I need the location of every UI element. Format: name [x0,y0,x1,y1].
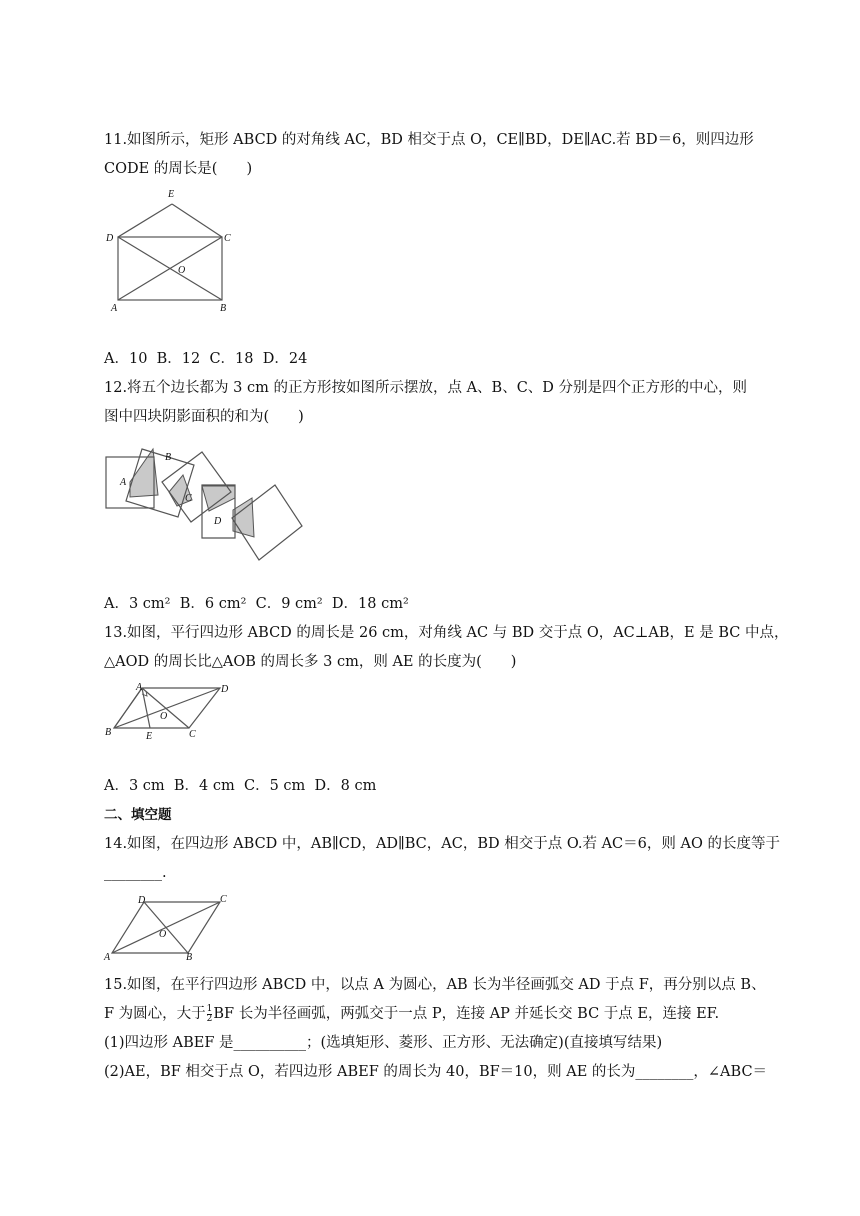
q11-label-b: B [220,303,227,314]
q14-stem-line1: 14.如图，在四边形 ABCD 中，AB∥CD，AD∥BC，AC，BD 相交于点 O.若 AC＝6，则 AO 的长度等于 [104,836,780,852]
q14-label-d: D [138,895,146,906]
q15-part2: (2)AE，BF 相交于点 O，若四边形 ABEF 的周长为 40，BF＝10，则 AE 的长为________，∠ABC＝ [104,1064,768,1080]
q13-options: A．3 cm B．4 cm C．5 cm D．8 cm [104,778,377,794]
q14-label-o: O [159,929,167,940]
q15-fraction-denominator: 2 [206,1013,213,1024]
q12-label-b: B [165,452,172,463]
q13-label-d: D [221,684,229,695]
q11-label-c: C [224,233,231,244]
q13-label-a: A [136,682,143,693]
q12-label-c: C [185,493,192,504]
q12-label-d: D [214,516,222,527]
q14-label-a: A [104,952,111,962]
q15-stem-line1: 15.如图，在平行四边形 ABCD 中，以点 A 为圆心，AB 长为半径画弧交 AD 于点 F，再分别以点 B、 [104,977,766,993]
q11-label-d: D [106,233,114,244]
q11-stem-line2: CODE 的周长是( ) [104,161,253,177]
q12-stem-line1: 12.将五个边长都为 3 cm 的正方形按如图所示摆放，点 A、B、C、D 分别是四个正方形的中心，则 [104,380,748,396]
q14-label-c: C [220,894,227,905]
q14-label-b: B [186,952,193,962]
q15-fraction-numerator: 1 [206,1003,213,1014]
q12-options: A．3 cm² B．6 cm² C．9 cm² D．18 cm² [104,596,409,612]
q12-label-a: A [120,477,127,488]
q15-part1: (1)四边形 ABEF 是__________；(选填矩形、菱形、正方形、无法确定)(直接填写结果) [104,1035,663,1051]
q15-stem-line2 [104,1003,764,1025]
q15-stem-line2-end: BF 长为半径画弧，两弧交于一点 P，连接 AP 并延长交 BC 于点 E，连接 EF. [213,1006,720,1022]
q13-label-e: E [146,731,153,742]
q12-squares-figure [102,440,304,564]
q13-stem-line2: △AOD 的周长比△AOB 的周长多 3 cm，则 AE 的长度为( ) [104,654,517,670]
q11-label-o: O [178,265,186,276]
q15-fraction [207,1005,213,1024]
q11-stem-line1: 11.如图所示，矩形 ABCD 的对角线 AC，BD 相交于点 O，CE∥BD，DE∥AC.若 BD＝6，则四边形 [104,132,754,148]
q12-stem-line2: 图中四块阴影面积的和为( ) [104,409,304,425]
q13-label-c: C [189,729,196,740]
q15-stem-line2-start: F 为圆心，大于 [104,1006,206,1022]
q11-options: A．10 B．12 C．18 D．24 [104,351,308,367]
q13-label-b: B [105,727,112,738]
section-fill-in-title: 二、填空题 [104,807,172,823]
q11-label-e: E [168,189,175,200]
q14-parallelogram-figure [102,890,238,962]
q13-parallelogram-figure [102,678,238,742]
q11-label-a: A [111,303,118,314]
q14-stem-line2: ________. [104,865,167,881]
q13-label-o: O [160,711,168,722]
q11-rectangle-figure [104,186,244,316]
q13-stem-line1: 13.如图，平行四边形 ABCD 的周长是 26 cm，对角线 AC 与 BD 交于点 O，AC⊥AB，E 是 BC 中点， [104,625,789,641]
